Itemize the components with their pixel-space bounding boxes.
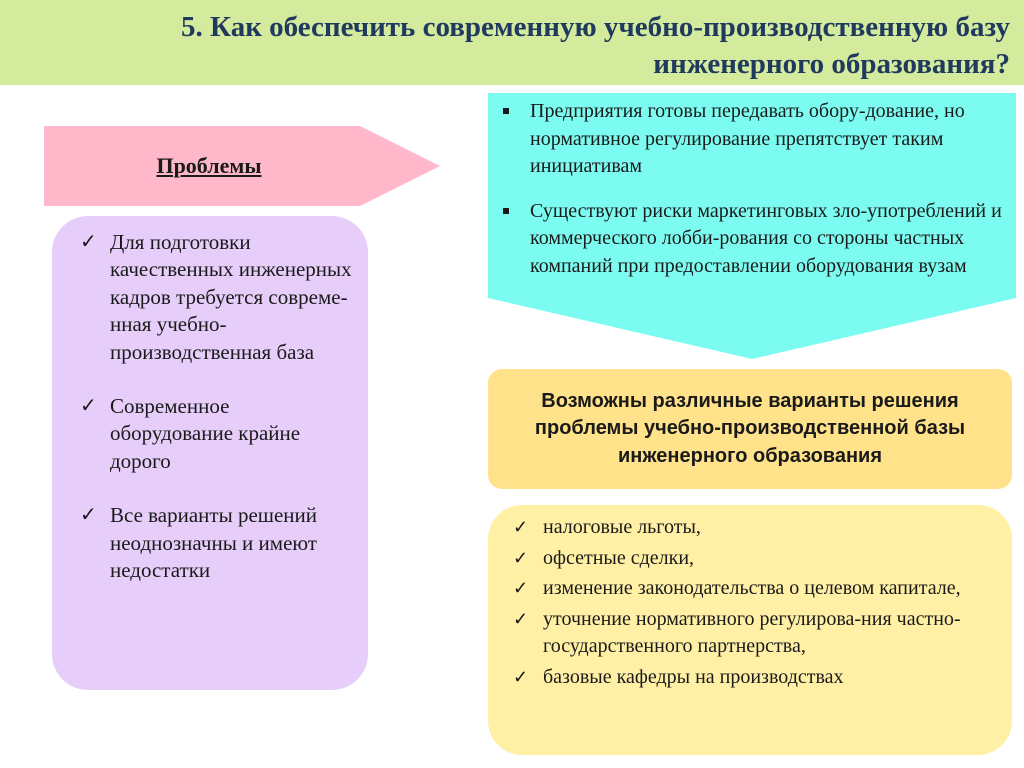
check-icon: ✓ xyxy=(513,608,529,629)
check-icon: ✓ xyxy=(513,666,529,687)
square-bullet-icon xyxy=(503,108,509,114)
list-item xyxy=(80,393,352,475)
list-item xyxy=(513,606,1002,661)
list-item xyxy=(513,575,1002,603)
list-item xyxy=(500,198,1008,281)
list-item xyxy=(500,98,1008,181)
problems-label: Проблемы xyxy=(156,153,262,178)
check-icon: ✓ xyxy=(80,395,97,418)
check-icon: ✓ xyxy=(513,547,529,568)
solution-text: налоговые льготы, xyxy=(543,516,701,538)
problem-text: Все варианты решений неоднозначны и имеют недостатки xyxy=(110,503,317,583)
square-bullet-icon xyxy=(503,208,509,214)
slide-title-line: 5. Как обеспечить современную учебно-производственную базу xyxy=(181,11,1010,43)
list-item xyxy=(80,502,352,584)
risk-text: Предприятия готовы передавать обору-дование, но нормативное регулирование препятствует таким инициативам xyxy=(530,100,965,178)
solutions-list xyxy=(513,514,1002,692)
solutions-heading-box xyxy=(488,369,1012,489)
slide-title xyxy=(10,9,1010,83)
check-icon: ✓ xyxy=(80,231,97,253)
check-icon: ✓ xyxy=(513,578,529,599)
solutions-options-box xyxy=(488,505,1012,755)
solution-text: офсетные сделки, xyxy=(543,546,695,569)
risk-text: Существуют риски маркетинговых зло-употреблений и коммерческого лобби-рования со стороны частных компаний при предоставлении оборудования вузам xyxy=(530,199,1002,277)
solutions-heading: Возможны различные варианты решения проблемы учебно-производственной базы инженерного образования xyxy=(534,389,966,467)
list-item xyxy=(513,514,1002,542)
solution-text: изменение законодательства о целевом капитале, xyxy=(543,577,961,600)
problem-text: Современное оборудование крайне дорого xyxy=(110,394,301,473)
slide-title-line: инженерного образования? xyxy=(653,48,1010,80)
problems-list xyxy=(80,229,352,584)
risks-list xyxy=(500,98,1008,298)
list-item xyxy=(80,229,352,366)
problems-box xyxy=(52,216,368,690)
check-icon: ✓ xyxy=(513,517,529,537)
solution-text: уточнение нормативного регулирова-ния частно-государственного партнерства, xyxy=(543,607,961,658)
problem-text: Для подготовки качественных инженерных кадров требуется совреме-нная учебно-производственная база xyxy=(110,230,352,364)
list-item xyxy=(513,664,1002,692)
solution-text: базовые кафедры на производствах xyxy=(543,665,844,688)
check-icon: ✓ xyxy=(80,504,97,527)
list-item xyxy=(513,545,1002,573)
title-banner xyxy=(0,0,1024,85)
